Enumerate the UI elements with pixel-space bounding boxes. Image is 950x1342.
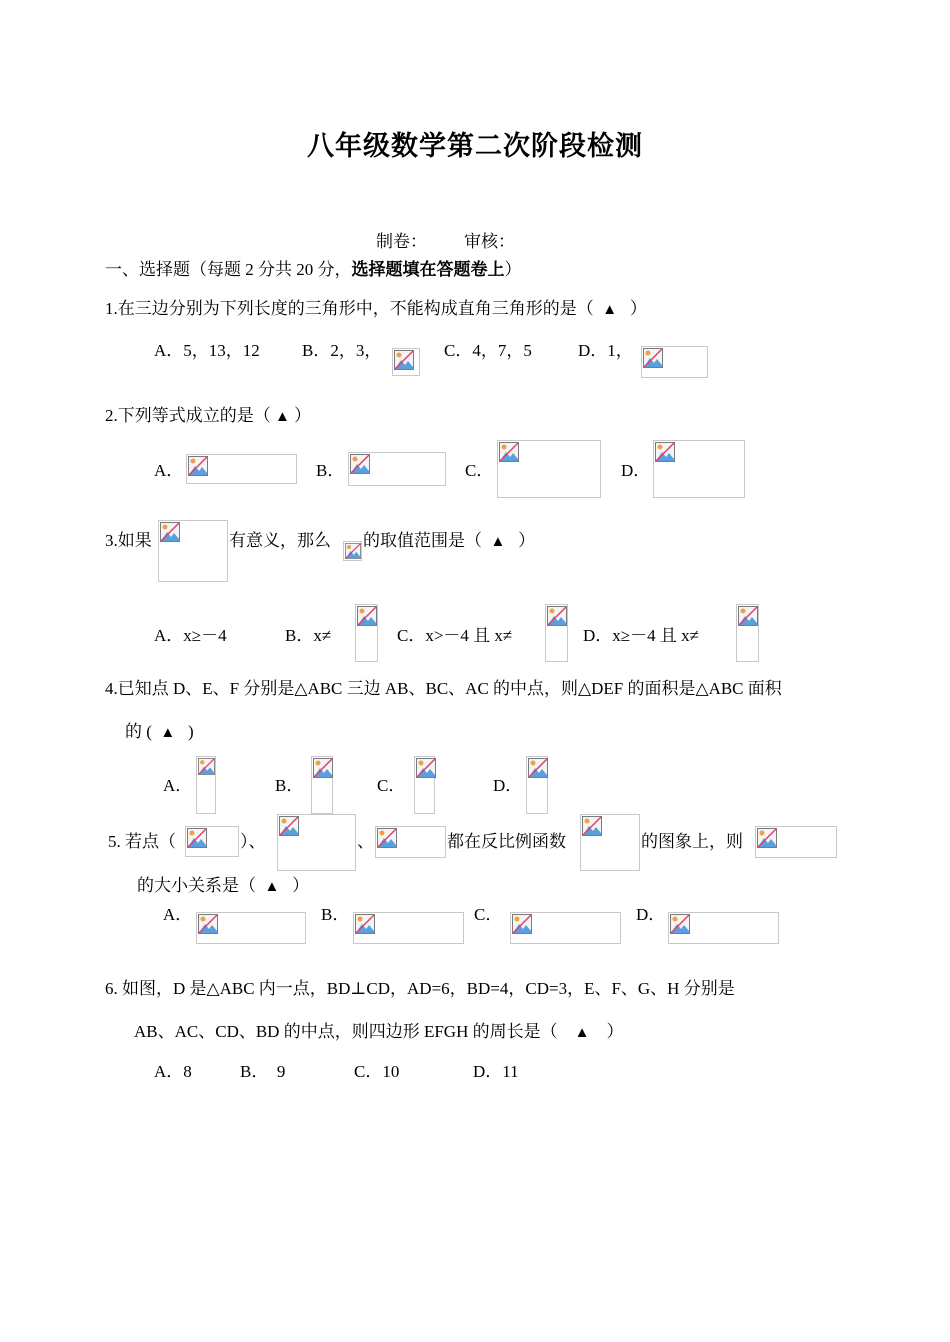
q5-point-a-image — [185, 826, 239, 857]
q5-stem-end: 的图象上，则 — [641, 832, 743, 851]
q4-stem-cont — [125, 721, 194, 744]
broken-image-icon — [512, 914, 532, 934]
q5-c-image — [510, 912, 621, 944]
q5-separator-2: 、 — [357, 832, 374, 851]
q6-close: ） — [606, 1022, 624, 1041]
q3-option-c: C．x>－4 且 x≠ — [397, 626, 513, 645]
broken-image-icon — [377, 828, 397, 848]
q1-option-b: B．2，3， — [302, 341, 382, 360]
broken-image-icon — [313, 758, 333, 778]
q5-close: ） — [292, 876, 310, 895]
q5-point-b-image — [277, 814, 356, 871]
broken-image-icon — [528, 758, 548, 778]
q1-stem — [105, 298, 647, 321]
q4-a-image — [196, 756, 216, 814]
q3-stem-end — [363, 530, 535, 553]
q5-d-image — [668, 912, 779, 944]
q1-option-d: D．1， — [578, 341, 633, 360]
broken-image-icon — [357, 606, 377, 626]
q6-option-b: B． 9 — [240, 1062, 286, 1081]
answer-mark: ▲ — [574, 1025, 590, 1041]
broken-image-icon — [345, 543, 361, 559]
q2-option-a: A． — [154, 461, 184, 480]
q4-option-b: B． — [275, 776, 304, 795]
answer-mark: ▲ — [160, 725, 176, 741]
broken-image-icon — [279, 816, 299, 836]
broken-image-icon — [547, 606, 567, 626]
q6-option-d: D．11 — [473, 1062, 519, 1081]
q4-d-image — [526, 756, 548, 814]
q3-option-b: B．x≠ — [285, 626, 332, 645]
broken-image-icon — [198, 758, 215, 775]
q6-stem-cont — [134, 1021, 623, 1044]
byline-reviewer: 审核： — [464, 232, 515, 251]
broken-image-icon — [188, 456, 208, 476]
q6-option-a: A．8 — [154, 1062, 192, 1081]
q1-close: ） — [629, 299, 647, 318]
answer-mark: ▲ — [275, 409, 290, 425]
q5-option-d: D． — [636, 905, 666, 924]
q3-stem-middle: 有意义，那么 — [229, 531, 331, 550]
q3-stem-end-text: 的取值范围是（ — [363, 531, 482, 550]
page-title: 八年级数学第二次阶段检测 — [307, 131, 643, 162]
broken-image-icon — [187, 828, 207, 848]
section-suffix: ） — [504, 260, 522, 279]
q5-a-image — [196, 912, 306, 944]
section-bold: 选择题填在答题卷上 — [351, 260, 505, 279]
q4-close: ) — [188, 722, 194, 741]
q4-option-a: A． — [163, 776, 193, 795]
q2-stem-text: 2.下列等式成立的是（ — [105, 406, 271, 425]
q1-b-image — [392, 348, 420, 376]
broken-image-icon — [350, 454, 370, 474]
broken-image-icon — [757, 828, 777, 848]
q6-option-c: C．10 — [354, 1062, 400, 1081]
q2-option-d: D． — [621, 461, 651, 480]
q2-close: ） — [294, 406, 312, 425]
broken-image-icon — [643, 348, 663, 368]
q5-variables-image — [755, 826, 837, 858]
q2-d-image — [653, 440, 745, 498]
q3-c-image — [545, 604, 568, 662]
section-heading — [105, 259, 522, 281]
broken-image-icon — [582, 816, 602, 836]
q3-d-image — [736, 604, 759, 662]
q3-option-d: D．x≥－4 且 x≠ — [583, 626, 699, 645]
q2-option-b: B． — [316, 461, 345, 480]
byline-maker: 制卷： — [376, 232, 427, 251]
q6-stem: 6. 如图，D 是△ABC 内一点，BD⊥CD，AD=6，BD=4，CD=3，E、F、G、H 分别是 — [105, 979, 735, 998]
broken-image-icon — [655, 442, 675, 462]
q2-b-image — [348, 452, 446, 486]
q4-option-c: C． — [377, 776, 406, 795]
answer-mark: ▲ — [264, 879, 280, 895]
q5-option-c: C． — [474, 905, 503, 924]
broken-image-icon — [499, 442, 519, 462]
q5-option-b: B． — [321, 905, 350, 924]
broken-image-icon — [670, 914, 690, 934]
q3-variable-image — [343, 541, 362, 561]
q5-function-image — [580, 814, 640, 871]
broken-image-icon — [738, 606, 758, 626]
q1-stem-text: 1.在三边分别为下列长度的三角形中，不能构成直角三角形的是（ — [105, 299, 594, 318]
q2-option-c: C． — [465, 461, 494, 480]
q5-separator-1: ）、 — [240, 832, 266, 851]
q3-stem-start: 3.如果 — [105, 531, 152, 550]
q5-stem-cont — [137, 875, 309, 898]
broken-image-icon — [198, 914, 218, 934]
broken-image-icon — [394, 350, 414, 370]
q1-option-c: C．4，7，5 — [444, 341, 532, 360]
q2-a-image — [186, 454, 297, 484]
q4-c-image — [414, 756, 435, 814]
q5-stem-middle: 都在反比例函数 — [447, 832, 566, 851]
q4-stem: 4.已知点 D、E、F 分别是△ABC 三边 AB、BC、AC 的中点，则△DEF 的面积是△ABC 面积 — [105, 679, 782, 698]
q1-option-a: A．5，13，12 — [154, 341, 260, 360]
broken-image-icon — [160, 522, 180, 542]
q6-stem-cont-text: AB、AC、CD、BD 的中点，则四边形 EFGH 的周长是（ — [134, 1022, 558, 1041]
q4-b-image — [311, 756, 333, 814]
q5-point-c-image — [375, 826, 446, 858]
broken-image-icon — [355, 914, 375, 934]
q2-stem — [105, 405, 311, 428]
q1-d-image — [641, 346, 708, 378]
answer-mark: ▲ — [602, 302, 618, 318]
broken-image-icon — [416, 758, 436, 778]
q3-b-image — [355, 604, 378, 662]
q2-c-image — [497, 440, 601, 498]
q3-close: ） — [518, 531, 536, 550]
q5-stem-cont-text: 的大小关系是（ — [137, 876, 256, 895]
q5-b-image — [353, 912, 464, 944]
q4-stem-cont-text: 的 ( — [125, 722, 152, 741]
q4-option-d: D． — [493, 776, 523, 795]
answer-mark: ▲ — [490, 534, 506, 550]
q5-stem-start: 5. 若点（ — [108, 832, 176, 851]
q3-option-a: A．x≥－4 — [154, 626, 227, 645]
section-prefix: 一、选择题（每题 2 分共 20 分， — [105, 260, 352, 279]
q3-stem-image — [158, 520, 228, 582]
q5-option-a: A． — [163, 905, 193, 924]
